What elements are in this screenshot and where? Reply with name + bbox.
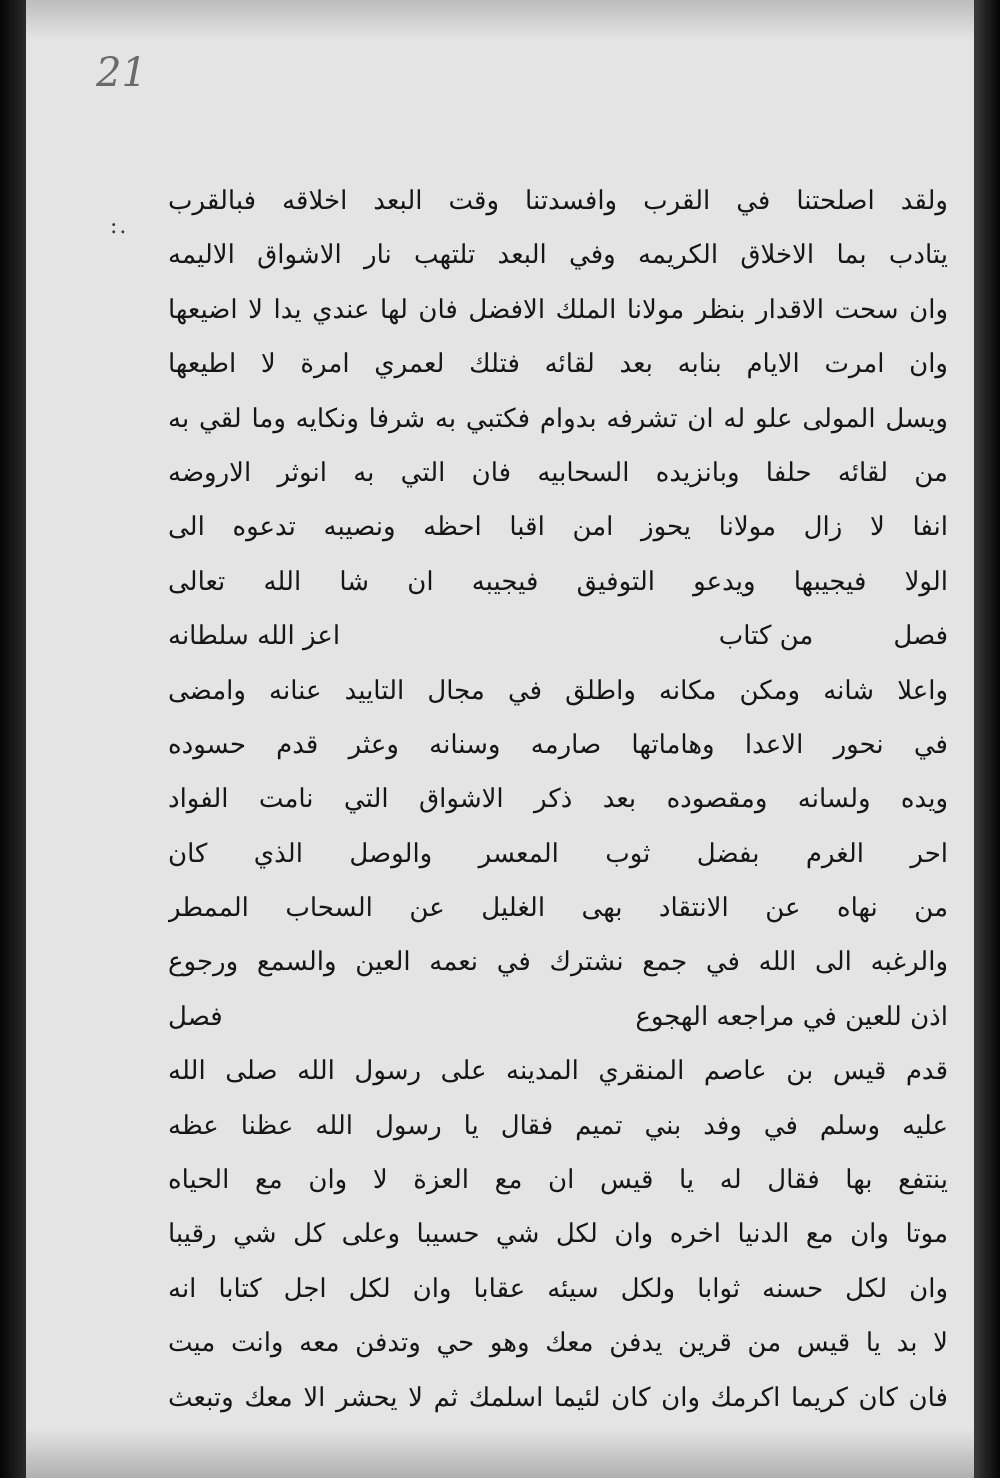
text-line: انفا لا زال مولانا يحوز امن اقبا احظه ونصيبه تدعوه الى: [168, 512, 948, 543]
section-heading-blessing: اعز الله سلطانه: [168, 621, 341, 652]
text-line: الولا فيجيبها ويدعو التوفيق فيجيبه ان شا الله تعالى: [168, 566, 948, 597]
section-heading: فصل: [893, 621, 948, 652]
page-shadow-top: [26, 0, 974, 40]
text-line: واعلا شانه ومكن مكانه واطلق في مجال التاييد عنانه وامضى: [168, 675, 948, 706]
folio-number: 21: [96, 50, 147, 96]
margin-mark: :.: [110, 214, 129, 239]
text-line: اذن للعين في مراجعه الهجوع: [635, 1001, 948, 1032]
text-line: وان امرت الايام بنابه بعد لقائه فتلك لعمري امرة لا اطيعها: [168, 349, 948, 380]
text-line: وان سحت الاقدار بنظر مولانا الملك الافضل فان لها عندي يدا لا اضيعها: [168, 294, 948, 325]
text-line: لا بد يا قيس من قرين يدفن معك وهو حي وتدفن معه وانت ميت: [168, 1328, 948, 1359]
text-line: فان كان كريما اكرمك وان كان لئيما اسلمك ثم لا يحشر الا معك وتبعث: [168, 1382, 948, 1413]
page-shadow-bottom: [26, 1428, 974, 1478]
section-heading-line: [168, 609, 948, 663]
section-heading-line: [168, 990, 948, 1044]
text-line: ولقد اصلحتنا في القرب وافسدتنا وقت البعد اخلاقه فبالقرب: [168, 186, 948, 216]
text-line: وان لكل حسنه ثوابا ولكل سيئه عقابا وان لكل اجل كتابا انه: [168, 1273, 948, 1304]
text-line: ويده ولسانه ومقصوده بعد ذكر الاشواق التي نامت الفواد: [168, 784, 948, 815]
text-line: موتا وان مع الدنيا اخره وان لكل شي حسيبا وعلى كل شي رقيبا: [168, 1219, 948, 1250]
scan-border-right: [974, 0, 1000, 1478]
text-line: من لقائه حلفا وبانزيده السحابيه فان التي به انوثر الاروضه: [168, 457, 948, 488]
text-line: والرغبه الى الله في جمع نشترك في نعمه العين والسمع ورجوع: [168, 947, 948, 978]
text-line: قدم قيس بن عاصم المنقري المدينه على رسول الله صلى الله: [168, 1056, 948, 1087]
text-line: يتادب بما الاخلاق الكريمه وفي البعد تلتهب نار الاشواق الاليمه: [168, 240, 948, 271]
text-line: احر الغرم بفضل ثوب المعسر والوصل الذي كان: [168, 838, 948, 869]
text-line: عليه وسلم في وفد بني تميم فقال يا رسول الله عظنا عظه: [168, 1110, 948, 1141]
text-line: في نحور الاعدا وهاماتها صارمه وسنانه وعثر قدم حسوده: [168, 729, 948, 760]
manuscript-text: [168, 174, 948, 1425]
text-line: من نهاه عن الانتقاد بهى الغليل عن السحاب الممطر: [168, 893, 948, 924]
section-heading-source: من كتاب: [718, 621, 814, 652]
section-heading: فصل: [168, 1001, 223, 1032]
text-line: ويسل المولى علو له ان تشرفه بدوام فكتبي به شرفا ونكايه وما لقي به: [168, 403, 948, 434]
scan-border-left: [0, 0, 26, 1478]
text-line: ينتفع بها فقال له يا قيس ان مع العزة لا وان مع الحياه: [168, 1165, 948, 1196]
